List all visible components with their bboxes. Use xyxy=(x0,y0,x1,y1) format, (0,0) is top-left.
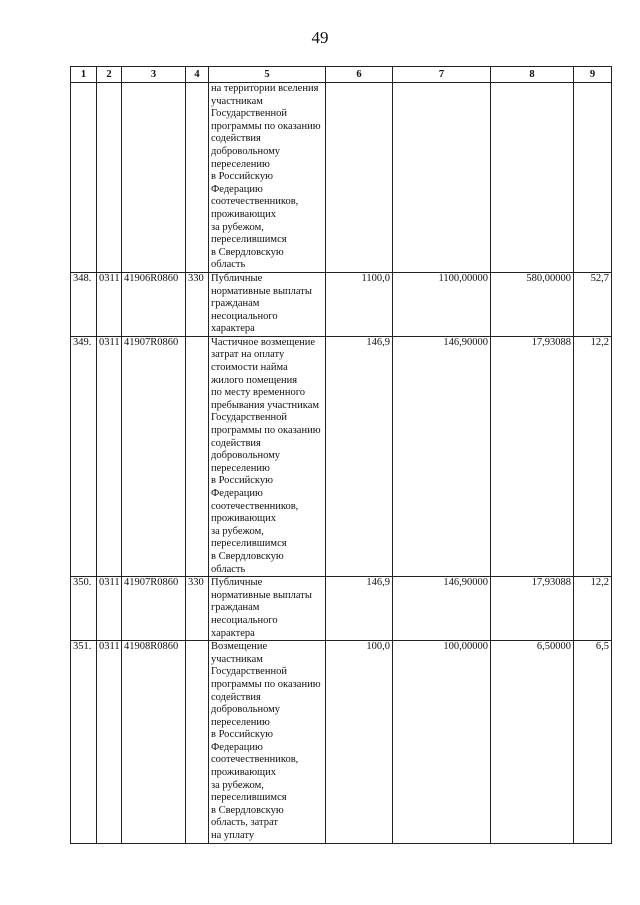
executed-amount: 6,50000 xyxy=(491,641,574,844)
section-code: 0311 xyxy=(97,641,122,844)
expense-kind-code: 330 xyxy=(186,577,209,641)
execution-percent: 6,5 xyxy=(574,641,612,844)
plan-amount: 146,9 xyxy=(326,336,393,576)
row-description: Частичное возмещение затрат на оплату стоимости найма жилого помещения по месту временного пребывания участникам Государственной программы по оказанию содействия добровольному переселению в Российскую Федерацию соотечественников, проживающих за рубежом, переселившимся в Свердловскую область xyxy=(209,336,326,576)
target-article-code: 41908R0860 xyxy=(122,641,186,844)
section-code: 0311 xyxy=(97,336,122,576)
page-number: 49 xyxy=(311,28,329,47)
plan-amount xyxy=(326,83,393,273)
header-col-2: 2 xyxy=(97,67,122,83)
execution-percent: 52,7 xyxy=(574,272,612,336)
table-row xyxy=(71,336,612,576)
budget-table xyxy=(70,66,612,844)
refined-amount: 146,90000 xyxy=(393,577,491,641)
row-number: 351. xyxy=(71,641,97,844)
expense-kind-code xyxy=(186,83,209,273)
row-number: 349. xyxy=(71,336,97,576)
header-col-5: 5 xyxy=(209,67,326,83)
execution-percent: 12,2 xyxy=(574,336,612,576)
header-col-8: 8 xyxy=(491,67,574,83)
table-header xyxy=(71,67,612,83)
plan-amount: 1100,0 xyxy=(326,272,393,336)
expense-kind-code xyxy=(186,641,209,844)
table-row xyxy=(71,272,612,336)
execution-percent: 12,2 xyxy=(574,577,612,641)
section-code: 0311 xyxy=(97,272,122,336)
row-number xyxy=(71,83,97,273)
table-row xyxy=(71,641,612,844)
executed-amount: 580,00000 xyxy=(491,272,574,336)
section-code xyxy=(97,83,122,273)
header-col-3: 3 xyxy=(122,67,186,83)
table-body xyxy=(71,83,612,844)
target-article-code: 41907R0860 xyxy=(122,577,186,641)
header-col-9: 9 xyxy=(574,67,612,83)
header-col-4: 4 xyxy=(186,67,209,83)
table-row xyxy=(71,577,612,641)
row-description: на территории вселения участникам Государственной программы по оказанию содействия добровольному переселению в Российскую Федерацию соотечественников, проживающих за рубежом, переселившимся в Свердловскую область xyxy=(209,83,326,273)
executed-amount xyxy=(491,83,574,273)
header-row xyxy=(71,67,612,83)
section-code: 0311 xyxy=(97,577,122,641)
executed-amount: 17,93088 xyxy=(491,336,574,576)
executed-amount: 17,93088 xyxy=(491,577,574,641)
target-article-code xyxy=(122,83,186,273)
row-number: 350. xyxy=(71,577,97,641)
target-article-code: 41906R0860 xyxy=(122,272,186,336)
table-row xyxy=(71,83,612,273)
plan-amount: 100,0 xyxy=(326,641,393,844)
refined-amount: 1100,00000 xyxy=(393,272,491,336)
refined-amount: 100,00000 xyxy=(393,641,491,844)
refined-amount: 146,90000 xyxy=(393,336,491,576)
header-col-6: 6 xyxy=(326,67,393,83)
expense-kind-code: 330 xyxy=(186,272,209,336)
header-col-1: 1 xyxy=(71,67,97,83)
execution-percent xyxy=(574,83,612,273)
expense-kind-code xyxy=(186,336,209,576)
row-number: 348. xyxy=(71,272,97,336)
refined-amount xyxy=(393,83,491,273)
row-description: Возмещение участникам Государственной программы по оказанию содействия добровольному переселению в Российскую Федерацию соотечественников, проживающих за рубежом, переселившимся в Свердловскую область, затрат на уплату xyxy=(209,641,326,844)
row-description: Публичные нормативные выплаты гражданам несоциального характера xyxy=(209,577,326,641)
target-article-code: 41907R0860 xyxy=(122,336,186,576)
row-description: Публичные нормативные выплаты гражданам несоциального характера xyxy=(209,272,326,336)
header-col-7: 7 xyxy=(393,67,491,83)
plan-amount: 146,9 xyxy=(326,577,393,641)
